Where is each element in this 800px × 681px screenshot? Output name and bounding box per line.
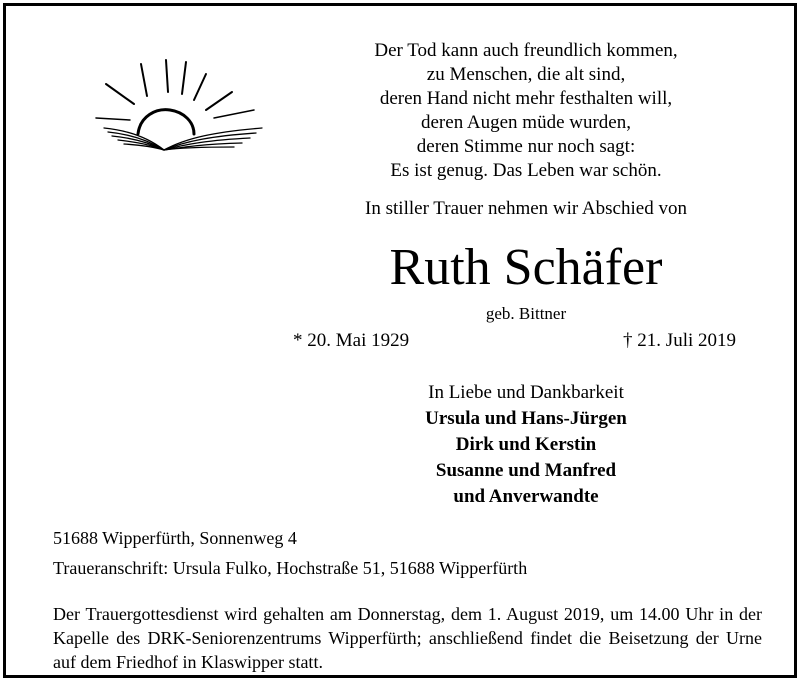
mourning-address: Traueranschrift: Ursula Fulko, Hochstraße 51, 51688 Wipperfürth — [53, 558, 528, 578]
mourners-intro: In Liebe und Dankbarkeit — [428, 382, 624, 403]
farewell-intro: In stiller Trauer nehmen wir Abschied von — [365, 198, 687, 219]
poem-line: zu Menschen, die alt sind, — [426, 64, 626, 85]
family-address: 51688 Wipperfürth, Sonnenweg 4 — [53, 528, 297, 548]
mourners-block — [256, 380, 796, 510]
poem-line: Es ist genug. Das Leben war schön. — [390, 160, 662, 181]
death-date: † 21. Juli 2019 — [623, 330, 736, 351]
funeral-service-text: Der Trauergottesdienst wird gehalten am Donnerstag, dem 1. August 2019, um 14.00 Uhr in der Kapelle des DRK-Seniorenzentrums Wipperfürth; anschließend findet die Beisetzung der Urne auf dem Friedhof in Klaswipper statt. — [53, 604, 762, 672]
poem — [306, 39, 746, 183]
mourner-name: und Anverwandte — [453, 486, 599, 507]
poem-line: Der Tod kann auch freundlich kommen, — [374, 40, 678, 61]
obituary-frame — [3, 3, 797, 678]
maiden-name: geb. Bittner — [485, 304, 567, 323]
birth-date: * 20. Mai 1929 — [293, 330, 410, 351]
poem-line: deren Augen müde wurden, — [421, 112, 631, 133]
rising-sun-open-book-icon — [94, 56, 274, 156]
poem-line: deren Hand nicht mehr festhalten will, — [379, 88, 673, 109]
deceased-name: Ruth Schäfer — [389, 239, 663, 296]
mourner-name: Susanne und Manfred — [435, 460, 617, 481]
poem-line: deren Stimme nur noch sagt: — [416, 136, 636, 157]
mourner-name: Ursula und Hans-Jürgen — [425, 408, 627, 429]
mourner-name: Dirk und Kerstin — [455, 434, 597, 455]
